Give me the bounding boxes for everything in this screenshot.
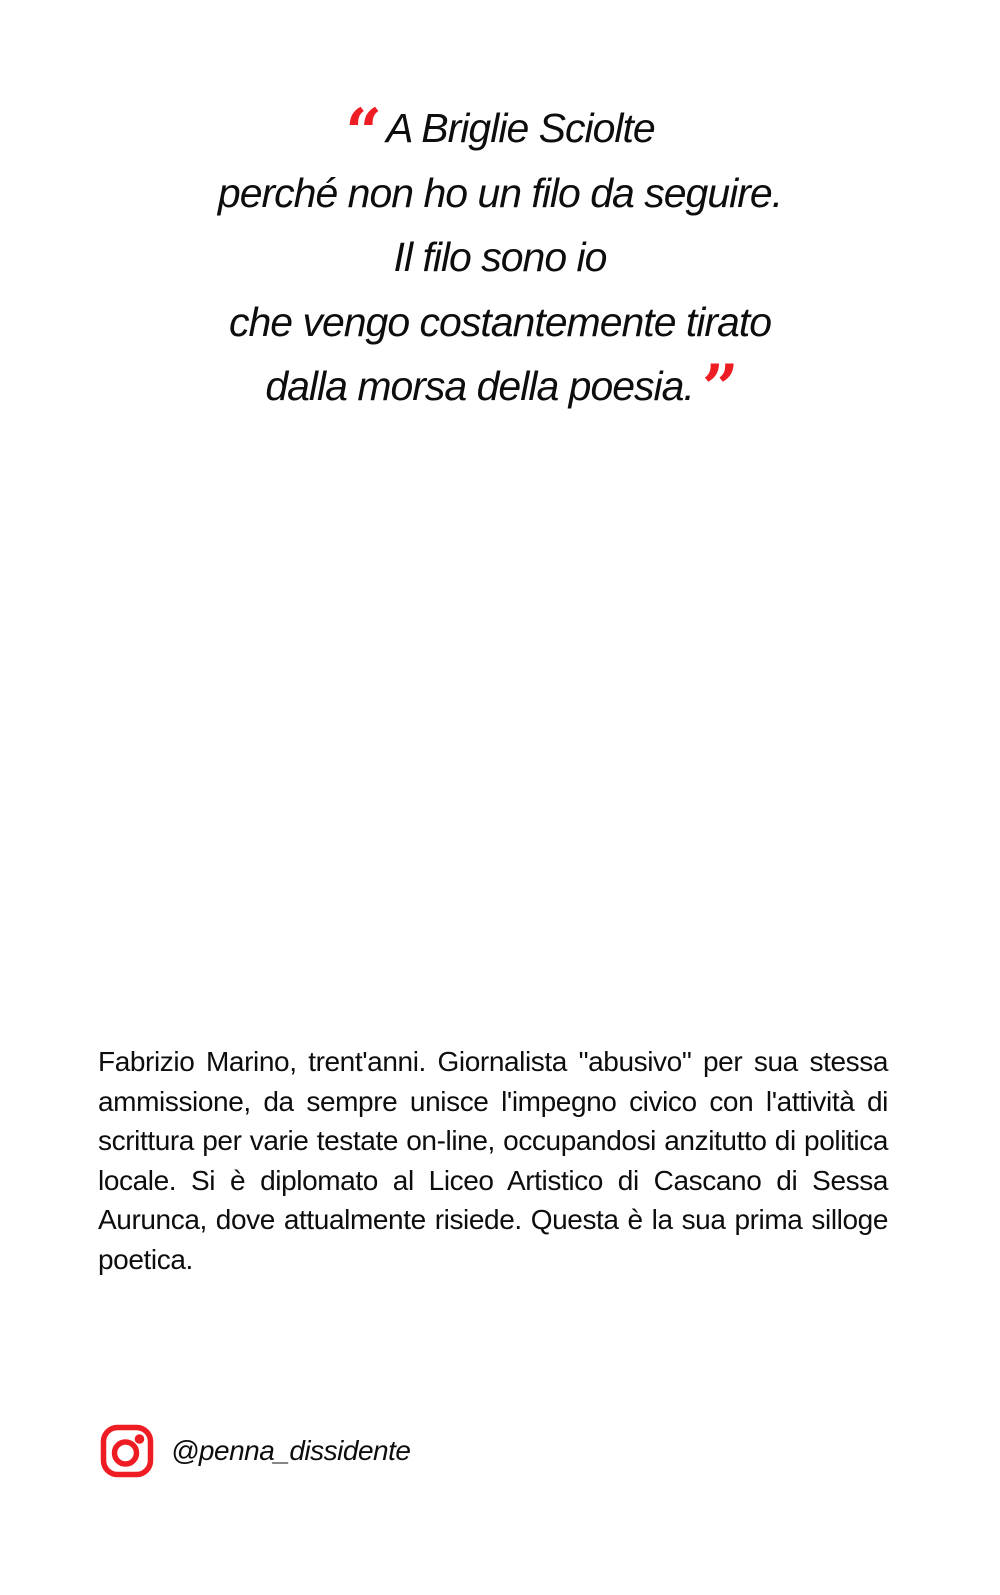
quote-text-4: che vengo costantemente tirato [228, 298, 772, 345]
quote-text-1: A Briglie Sciolte [386, 105, 655, 151]
instagram-handle: @penna_dissidente [171, 1435, 411, 1466]
quote-text-5: dalla morsa della poesia. [265, 363, 694, 409]
quote-line-2 [0, 161, 1000, 226]
quote-block [0, 95, 1000, 426]
quote-text-2: perché non ho un filo da seguire. [217, 169, 783, 216]
quote-line-3 [0, 225, 1000, 290]
quote-line-4 [0, 290, 1000, 355]
quote-line-5: dalla morsa della poesia. ” [265, 351, 735, 426]
quote-line-1: “ A Briglie Sciolte [345, 95, 655, 170]
quote-text-3: Il filo sono io [393, 234, 607, 280]
instagram-icon [100, 1424, 154, 1478]
instagram-row [100, 1424, 410, 1478]
bio-paragraph: Fabrizio Marino, trent'anni. Giornalista "abusivo" per sua stessa ammissione, da sempre unisce l'impegno civico con l'attività di scrittura per varie testate on-line, occupandosi anzitutto di politica locale. Si è diplomato al Liceo Artistico di Cascano di Sessa Aurunca, dove attualmente risiede. Questa è la sua prima silloge poetica. [98, 1046, 888, 1275]
